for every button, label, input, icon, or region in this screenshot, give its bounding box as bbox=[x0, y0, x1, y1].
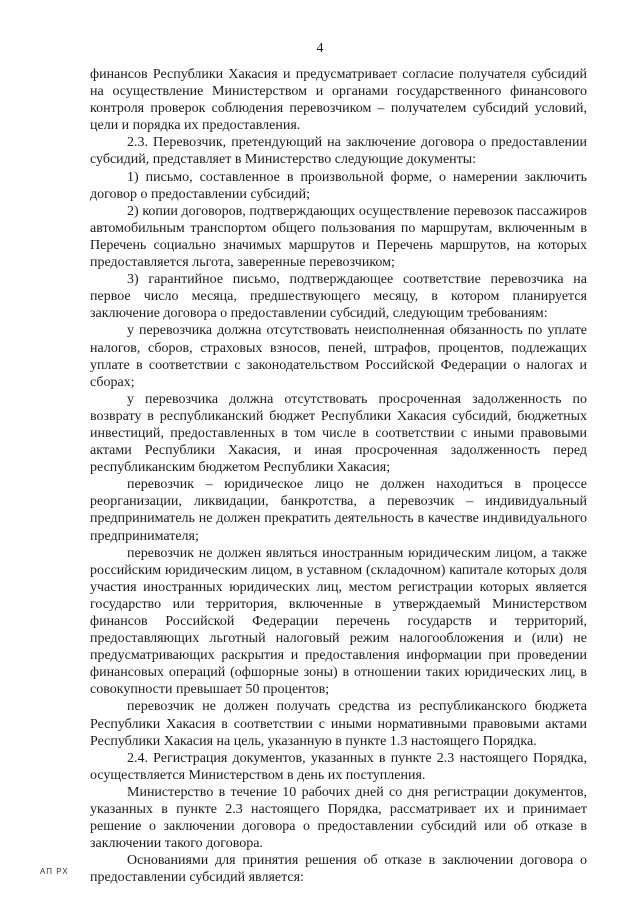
paragraph-item-3: 3) гарантийное письмо, подтверждающее соответствие перевозчика на первое число месяца, предшествующего месяцу, в котором планируется заключение договора о предоставлении субсидий, следующим требованиям: bbox=[90, 272, 587, 322]
paragraph-requirement-debt: у перевозчика должна отсутствовать просроченная задолженность по возврату в республиканский бюджет Республики Хакасия субсидий, бюджетных инвестиций, предоставленных в том числе в соответствии с иными правовыми актами Республики Хакасия, и иная просроченная задолженность перед республиканским бюджетом Республики Хакасия; bbox=[90, 391, 587, 476]
paragraph-requirement-taxes: у перевозчика должна отсутствовать неисполненная обязанность по уплате налогов, сборов, страховых взносов, пеней, штрафов, процентов, подлежащих уплате в соответствии с законодательством Российской Федерации о налогах и сборах; bbox=[90, 323, 587, 390]
paragraph-2-4: 2.4. Регистрация документов, указанных в пункте 2.3 настоящего Порядка, осуществляется Министерством в день их поступления. bbox=[90, 750, 587, 783]
paragraph-requirement-funds: перевозчик не должен получать средства из республиканского бюджета Республики Хакасия в соответствии с иными нормативными правовыми актами Республики Хакасия на цель, указанную в пункте 1.3 настоящего Порядка. bbox=[90, 699, 587, 749]
paragraph-2-3: 2.3. Перевозчик, претендующий на заключение договора о предоставлении субсидий, представляет в Министерство следующие документы: bbox=[90, 135, 587, 168]
paragraph-requirement-reorganization: перевозчик – юридическое лицо не должен находиться в процессе реорганизации, ликвидации, банкротства, а перевозчик – индивидуальный предприниматель не должен прекратить деятельность в качестве индивидуального предпринимателя; bbox=[90, 477, 587, 544]
paragraph-continuation: финансов Республики Хакасия и предусматривает согласие получателя субсидий на осуществление Министерством и органами государственного финансового контроля проверок соблюдения перевозчиком – получателем субсидий условий, цели и порядка их предоставления. bbox=[90, 67, 587, 134]
paragraph-item-2: 2) копии договоров, подтверждающих осуществление перевозок пассажиров автомобильным транспортом общего пользования по маршрутам, включенным в Перечень социально значимых маршрутов и Перечень маршрутов, на которых предоставляется льгота, заверенные перевозчиком; bbox=[90, 203, 587, 271]
paragraph-refusal-grounds: Основаниями для принятия решения об отказе в заключении договора о предоставлении субсидий является: bbox=[90, 853, 587, 886]
page-number: 4 bbox=[316, 41, 324, 56]
paragraph-ministry-review: Министерство в течение 10 рабочих дней со дня регистрации документов, указанных в пункте 2.3 настоящего Порядка, рассматривает их и принимает решение о заключении договора о предоставлении субсидий или об отказе в заключении такого договора. bbox=[90, 784, 587, 852]
paragraph-item-1: 1) письмо, составленное в произвольной форме, о намерении заключить договор о предоставлении субсидий; bbox=[90, 169, 587, 202]
paragraph-requirement-foreign: перевозчик не должен являться иностранным юридическим лицом, а также российским юридическим лицом, в уставном (складочном) капитале которых доля участия иностранных юридических лиц, местом регистрации которых является государство или территория, включенные в утверждаемый Министерством финансов Российской Федерации перечень государств и территорий, предоставляющих льготный налоговый режим налогообложения и (или) не предусматривающих раскрытия и предоставления информации при проведении финансовых операций (офшорные зоны) в отношении таких юридических лиц, в совокупности превышает 50 процентов; bbox=[90, 545, 587, 698]
document-body bbox=[90, 66, 587, 887]
footer-mark: АП РХ bbox=[40, 867, 69, 876]
